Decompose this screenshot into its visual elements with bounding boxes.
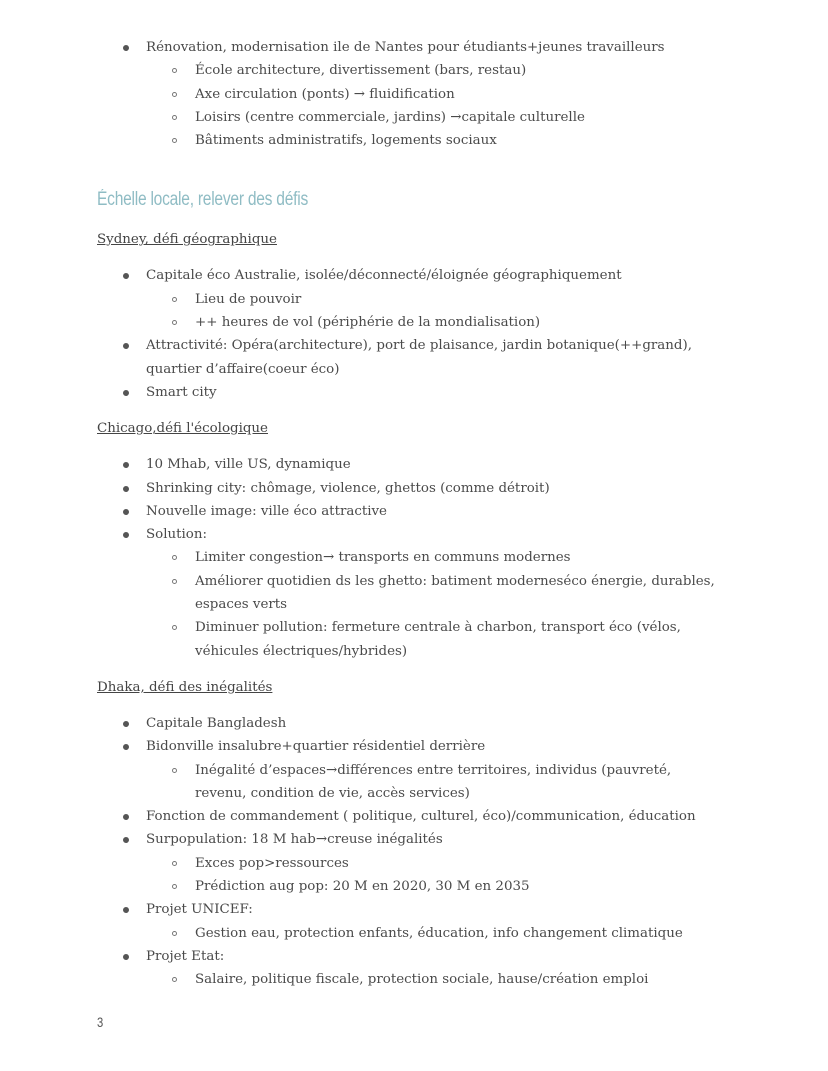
list-item-text: Diminuer pollution: fermeture centrale à charbon, transport éco (vélos, véhicules électriques/hybrides) [195,620,681,659]
list-item-text: Bâtiments administratifs, logements sociaux [195,133,497,149]
list-item [97,712,737,735]
list-item-text: Limiter congestion→ transports en communs modernes [195,550,571,566]
list-item [97,334,737,381]
bullet-list [97,712,737,992]
list-item [97,735,737,758]
sub-list-item [97,311,737,334]
sub-list-item [97,288,737,311]
list-item [97,381,737,404]
list-item-text: Améliorer quotidien ds les ghetto: batiment moderneséco énergie, durables, espaces verts [195,573,715,613]
bullet-list [97,36,737,152]
list-item [97,453,737,476]
document-page [97,36,737,992]
list-item-text: Exces pop>ressources [195,855,349,871]
list-item-text: Axe circulation (ponts) → fluidification [195,86,455,102]
section-subheading: Sydney, défi géographique [97,232,277,248]
list-item [97,945,737,968]
sub-list-item [97,968,737,991]
list-item-text: Rénovation, modernisation ile de Nantes pour étudiants+jeunes travailleurs [146,40,665,55]
list-item [97,477,737,500]
list-item-text: Gestion eau, protection enfants, éducation, info changement climatique [195,925,683,941]
list-item-text: 10 Mhab, ville US, dynamique [146,457,351,473]
list-item-text: Projet UNICEF: [146,902,253,918]
list-item [97,805,737,828]
list-item-text: Nouvelle image: ville éco attractive [146,503,387,519]
list-item-text: Bidonville insalubre+quartier résidentiel derrière [146,739,486,755]
section-subheading: Chicago,défi l'écologique [97,421,268,437]
sub-list-item [97,922,737,945]
list-item-text: Smart city [146,384,217,400]
list-item-text: Inégalité d’espaces→différences entre territoires, individus (pauvreté, revenu, condition de vie, accès services) [195,762,672,801]
section-subheading: Dhaka, défi des inégalités [97,679,273,695]
sub-list-item [97,129,737,152]
sub-list-item [97,616,737,663]
bullet-list [97,264,737,404]
list-item [97,898,737,921]
sub-list-item [97,759,737,806]
list-item [97,36,737,59]
list-item [97,523,737,546]
list-item-text: Surpopulation: 18 M hab→creuse inégalités [146,832,443,848]
list-item-text: Shrinking city: chômage, violence, ghettos (comme détroit) [146,480,550,496]
list-item-text: Salaire, politique fiscale, protection sociale, hause/création emploi [195,972,649,988]
sub-list-item [97,852,737,875]
list-item-text: Capitale éco Australie, isolée/déconnecté/éloignée géographiquement [146,268,622,284]
sub-list-item [97,875,737,898]
list-item-text: Loisirs (centre commerciale, jardins) →capitale culturelle [195,109,585,125]
sub-list-item [97,59,737,82]
list-item-text: Solution: [146,527,208,543]
list-item [97,500,737,523]
sub-list-item [97,570,737,617]
list-item [97,264,737,287]
list-item-text: École architecture, divertissement (bars, restau) [195,63,527,79]
sub-list-item [97,83,737,106]
list-item-text: Lieu de pouvoir [195,291,302,307]
sub-list-item [97,546,737,569]
list-item-text: Prédiction aug pop: 20 M en 2020, 30 M en 2035 [195,879,530,895]
bullet-list [97,453,737,663]
sub-list-item [97,106,737,129]
list-item [97,828,737,851]
list-item-text: Fonction de commandement ( politique, culturel, éco)/communication, éducation [146,809,696,825]
section-heading: Échelle locale, relever des défis [97,189,308,211]
list-item-text: Capitale Bangladesh [146,715,287,731]
list-item-text: ++ heures de vol (périphérie de la mondialisation) [195,315,541,331]
list-item-text: Attractivité: Opéra(architecture), port de plaisance, jardin botanique(++grand), quartier d’affaire(coeur éco) [146,338,692,377]
page-number: 3 [97,1014,104,1030]
list-item-text: Projet Etat: [146,948,225,964]
